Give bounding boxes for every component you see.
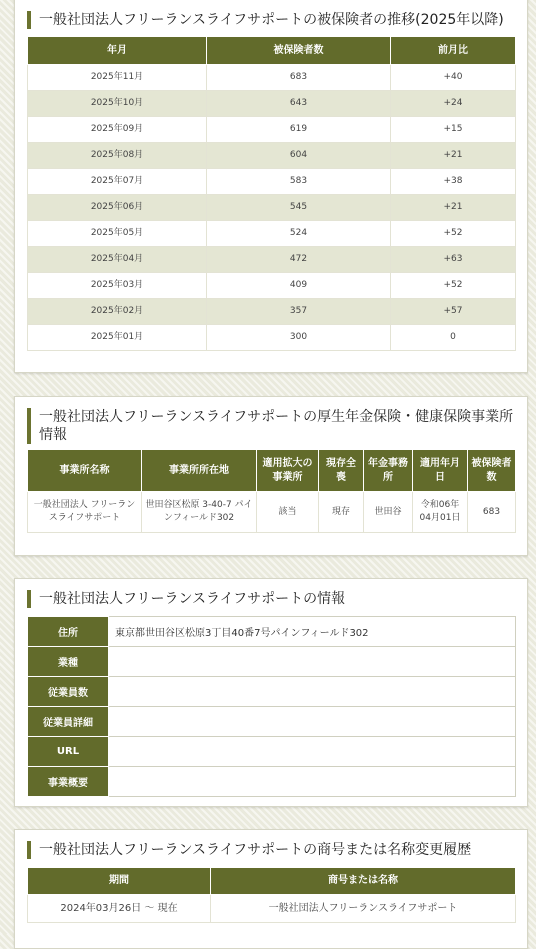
- col-header-office-address: 事業所所在地: [142, 450, 257, 492]
- cell-month: 2025年05月: [28, 221, 207, 247]
- cell-count: 472: [207, 247, 391, 273]
- table-row: [28, 91, 516, 117]
- label-employees: 従業員数: [28, 677, 109, 707]
- cell-count: 524: [207, 221, 391, 247]
- table-row: [28, 143, 516, 169]
- cell-count: 300: [207, 325, 391, 351]
- insured-history-table: [27, 36, 516, 351]
- col-header-expanded-coverage: 適用拡大の事業所: [257, 450, 319, 492]
- col-header-insured-count: 被保険者数: [207, 37, 391, 65]
- cell-count: 619: [207, 117, 391, 143]
- cell-month: 2025年04月: [28, 247, 207, 273]
- cell-month: 2025年01月: [28, 325, 207, 351]
- cell-month: 2025年10月: [28, 91, 207, 117]
- label-url: URL: [28, 737, 109, 767]
- table-row: [28, 273, 516, 299]
- company-info-table: [27, 616, 516, 797]
- cell-month: 2025年07月: [28, 169, 207, 195]
- table-row: [28, 895, 516, 923]
- col-header-applied-date: 適用年月日: [413, 450, 468, 492]
- cell-office-address: 世田谷区松原 3-40-7 パインフィールド302: [142, 492, 257, 533]
- col-header-month-change: 前月比: [391, 37, 516, 65]
- table-row: [28, 117, 516, 143]
- name-history-card: [14, 829, 528, 949]
- info-row-industry: [28, 647, 516, 677]
- cell-change: +21: [391, 195, 516, 221]
- cell-month: 2025年11月: [28, 65, 207, 91]
- cell-change: 0: [391, 325, 516, 351]
- col-header-trade-name: 商号または名称: [211, 868, 516, 895]
- company-info-card: [14, 578, 528, 807]
- cell-count: 357: [207, 299, 391, 325]
- name-history-title: 一般社団法人フリーランスライフサポートの商号または名称変更履歴: [27, 841, 515, 859]
- cell-month: 2025年02月: [28, 299, 207, 325]
- table-row: [28, 325, 516, 351]
- cell-change: +40: [391, 65, 516, 91]
- cell-month: 2025年03月: [28, 273, 207, 299]
- cell-insured-count: 683: [468, 492, 516, 533]
- label-business-summary: 事業概要: [28, 767, 109, 797]
- info-row-url: [28, 737, 516, 767]
- table-row: [28, 221, 516, 247]
- cell-pension-office: 世田谷: [364, 492, 413, 533]
- info-row-business-summary: [28, 767, 516, 797]
- cell-month: 2025年06月: [28, 195, 207, 221]
- info-row-address: [28, 617, 516, 647]
- label-address: 住所: [28, 617, 109, 647]
- col-header-office-name: 事業所名称: [28, 450, 142, 492]
- name-history-table: [27, 867, 516, 923]
- cell-change: +24: [391, 91, 516, 117]
- table-row: [28, 492, 516, 533]
- cell-change: +52: [391, 273, 516, 299]
- insured-history-card: [14, 0, 528, 373]
- table-header-row: [28, 868, 516, 895]
- info-row-employees: [28, 677, 516, 707]
- office-info-table: [27, 449, 516, 533]
- insured-history-title: 一般社団法人フリーランスライフサポートの被保険者の推移(2025年以降): [27, 11, 515, 29]
- cell-applied-date: 令和06年04月01日: [413, 492, 468, 533]
- cell-count: 604: [207, 143, 391, 169]
- cell-change: +63: [391, 247, 516, 273]
- label-industry: 業種: [28, 647, 109, 677]
- cell-month: 2025年08月: [28, 143, 207, 169]
- cell-count: 683: [207, 65, 391, 91]
- cell-month: 2025年09月: [28, 117, 207, 143]
- cell-office-name: 一般社団法人 フリーランスライフサポート: [28, 492, 142, 533]
- table-header-row: [28, 450, 516, 492]
- table-row: [28, 65, 516, 91]
- cell-change: +52: [391, 221, 516, 247]
- cell-change: +38: [391, 169, 516, 195]
- cell-period: 2024年03月26日 〜 現在: [28, 895, 211, 923]
- value-industry: [109, 647, 516, 677]
- col-header-month: 年月: [28, 37, 207, 65]
- value-address: 東京都世田谷区松原3丁目40番7号パインフィールド302: [109, 617, 516, 647]
- value-employee-details: [109, 707, 516, 737]
- cell-expanded-coverage: 該当: [257, 492, 319, 533]
- value-business-summary: [109, 767, 516, 797]
- col-header-period: 期間: [28, 868, 211, 895]
- col-header-status: 現存全喪: [319, 450, 364, 492]
- value-employees: [109, 677, 516, 707]
- cell-change: +21: [391, 143, 516, 169]
- col-header-insured-count: 被保険者数: [468, 450, 516, 492]
- cell-count: 583: [207, 169, 391, 195]
- cell-status: 現存: [319, 492, 364, 533]
- value-url: [109, 737, 516, 767]
- office-info-title: 一般社団法人フリーランスライフサポートの厚生年金保険・健康保険事業所情報: [27, 408, 515, 444]
- table-header-row: [28, 37, 516, 65]
- table-row: [28, 195, 516, 221]
- info-row-employee-details: [28, 707, 516, 737]
- cell-trade-name: 一般社団法人フリーランスライフサポート: [211, 895, 516, 923]
- cell-change: +15: [391, 117, 516, 143]
- col-header-pension-office: 年金事務所: [364, 450, 413, 492]
- table-row: [28, 247, 516, 273]
- cell-change: +57: [391, 299, 516, 325]
- cell-count: 545: [207, 195, 391, 221]
- label-employee-details: 従業員詳細: [28, 707, 109, 737]
- cell-count: 409: [207, 273, 391, 299]
- cell-count: 643: [207, 91, 391, 117]
- table-row: [28, 169, 516, 195]
- table-row: [28, 299, 516, 325]
- company-info-title: 一般社団法人フリーランスライフサポートの情報: [27, 590, 515, 608]
- office-info-card: [14, 396, 528, 556]
